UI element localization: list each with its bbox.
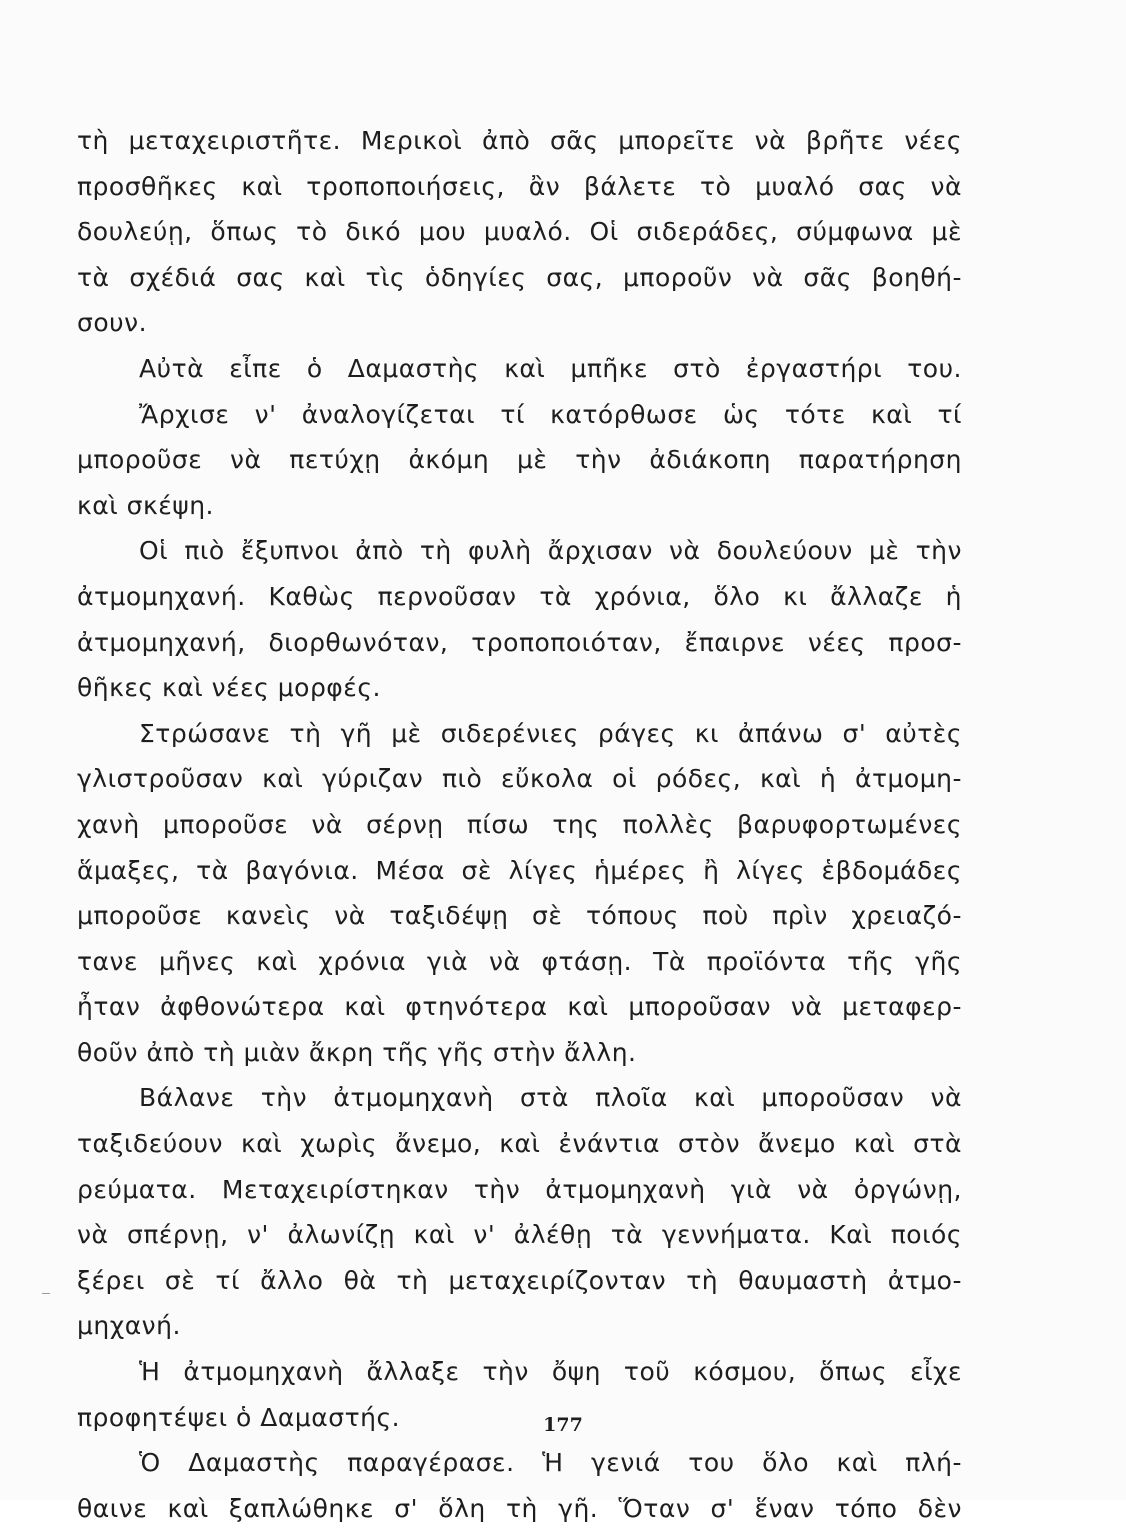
text-line: Οἱ πιὸ ἔξυπνοι ἀπὸ τὴ φυλὴ ἄρχισαν νὰ δουλεύουν μὲ τὴν — [139, 536, 962, 566]
text-line: Βάλανε τὴν ἀτμομηχανὴ στὰ πλοῖα καὶ μποροῦσαν νὰ — [139, 1083, 962, 1113]
text-line: ἀτμομηχανή, διορθωνόταν, τροποποιόταν, ἔπαιρνε νέες προσ- — [77, 627, 962, 657]
text-line: ἅμαξες, τὰ βαγόνια. Μέσα σὲ λίγες ἡμέρες ἢ λίγες ἑβδομάδες — [77, 855, 962, 885]
text-line: ἦταν ἀφθονώτερα καὶ φτηνότερα καὶ μποροῦσαν νὰ μεταφερ- — [77, 992, 962, 1022]
text-line: μηχανή. — [77, 1311, 181, 1341]
text-line: χανὴ μποροῦσε νὰ σέρνῃ πίσω της πολλὲς βαρυφορτωμένες — [77, 809, 962, 839]
text-line: θοῦν ἀπὸ τὴ μιὰν ἄκρη τῆς γῆς στὴν ἄλλη. — [77, 1037, 637, 1067]
text-line: θῆκες καὶ νέες μορφές. — [77, 673, 381, 703]
body-text — [77, 118, 962, 1531]
text-line: Αὐτὰ εἶπε ὁ Δαμαστὴς καὶ μπῆκε στὸ ἐργαστήρι του. — [139, 353, 962, 383]
text-line: μποροῦσε νὰ πετύχῃ ἀκόμη μὲ τὴν ἀδιάκοπη παρατήρηση — [77, 445, 962, 475]
text-line: ρεύματα. Μεταχειρίστηκαν τὴν ἀτμομηχανὴ γιὰ νὰ ὀργώνῃ, — [77, 1174, 962, 1204]
text-line: ἀτμομηχανή. Καθὼς περνοῦσαν τὰ χρόνια, ὅλο κι ἄλλαζε ἡ — [77, 581, 962, 611]
text-line: τανε μῆνες καὶ χρόνια γιὰ νὰ φτάσῃ. Τὰ προϊόντα τῆς γῆς — [77, 946, 962, 976]
margin-mark — [42, 1293, 50, 1294]
text-line: μποροῦσε κανεὶς νὰ ταξιδέψῃ σὲ τόπους ποὺ πρὶν χρειαζό- — [77, 901, 962, 931]
text-line: τὰ σχέδιά σας καὶ τὶς ὁδηγίες σας, μποροῦν νὰ σᾶς βοηθή- — [77, 262, 962, 292]
text-line: Ἡ ἀτμομηχανὴ ἄλλαξε τὴν ὄψη τοῦ κόσμου, ὅπως εἶχε — [139, 1357, 962, 1387]
text-line: καὶ σκέψη. — [77, 490, 214, 520]
text-line: γλιστροῦσαν καὶ γύριζαν πιὸ εὔκολα οἱ ρόδες, καὶ ἡ ἀτμομη- — [77, 764, 962, 794]
page-number: 177 — [543, 1414, 583, 1436]
text-line: Στρώσανε τὴ γῆ μὲ σιδερένιες ράγες κι ἀπάνω σ' αὐτὲς — [139, 718, 962, 748]
text-line: Ἄρχισε ν' ἀναλογίζεται τί κατόρθωσε ὡς τότε καὶ τί — [139, 399, 962, 429]
text-line: ταξιδεύουν καὶ χωρὶς ἄνεμο, καὶ ἐνάντια στὸν ἄνεμο καὶ στὰ — [77, 1129, 962, 1159]
text-line: δουλεύῃ, ὅπως τὸ δικό μου μυαλό. Οἱ σιδεράδες, σύμφωνα μὲ — [77, 217, 962, 247]
text-line: σουν. — [77, 308, 148, 338]
text-line: νὰ σπέρνῃ, ν' ἀλωνίζῃ καὶ ν' ἀλέθῃ τὰ γεννήματα. Καὶ ποιός — [77, 1220, 962, 1250]
text-line: προφητέψει ὁ Δαμαστής. — [77, 1402, 401, 1432]
text-line: ξέρει σὲ τί ἄλλο θὰ τὴ μεταχειρίζονταν τὴ θαυμαστὴ ἀτμο- — [77, 1265, 962, 1295]
text-line: προσθῆκες καὶ τροποποιήσεις, ἂν βάλετε τὸ μυαλό σας νὰ — [77, 171, 962, 201]
text-line: τὴ μεταχειριστῆτε. Μερικοὶ ἀπὸ σᾶς μπορεῖτε νὰ βρῆτε νέες — [77, 126, 962, 155]
text-line: Ὁ Δαμαστὴς παραγέρασε. Ἡ γενιά του ὅλο καὶ πλή- — [139, 1448, 962, 1478]
text-line: θαινε καὶ ξαπλώθηκε σ' ὅλη τὴ γῆ. Ὅταν σ' ἕναν τόπο δὲν — [77, 1493, 962, 1523]
